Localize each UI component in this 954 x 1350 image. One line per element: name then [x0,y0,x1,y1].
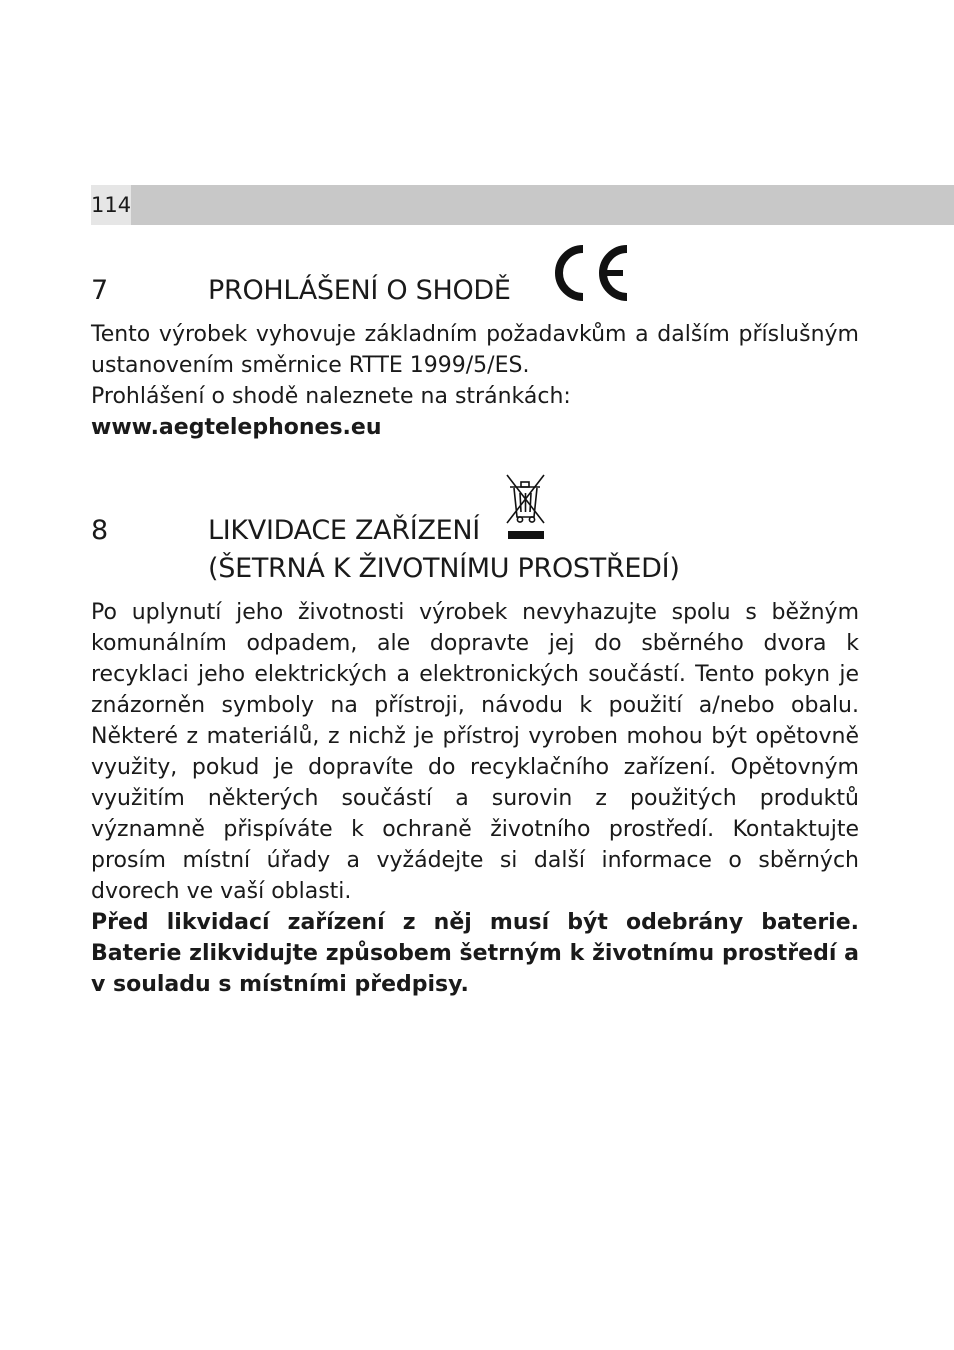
section-8-paragraph: Po uplynutí jeho životnosti výrobek nevyhazujte spolu s běžným komunálním odpadem, ale dopravte jej do sběrného dvora k recyklaci jeho elektrických a elektronických součástí. Tento pokyn je znázorněn symboly na přístroji, návodu k použití a/nebo obalu. Některé z materiálů, z nichž je přístroj vyroben mohou být opětovně využity, pokud je dopravíte do recyklačního zařízení. Opětovným využitím některých součástí a surovin z použitých produktů významně přispíváte k ochraně životního prostředí. Kontaktujte prosím místní úřady a vyžádejte si další informace o sběrných dvorech ve vaší oblasti. [91,600,859,904]
section-8-title: LIKVIDACE ZAŘÍZENÍ [208,515,480,546]
section-7-number: 7 [91,275,109,306]
section-8-subtitle: (ŠETRNÁ K ŽIVOTNÍMU PROSTŘEDÍ) [208,553,680,584]
page-number: 114 [91,185,131,225]
website-link[interactable]: www.aegtelephones.eu [91,415,382,440]
section-8-number: 8 [91,515,109,546]
section-8-heading [91,511,859,589]
weee-crossed-bin-icon [505,473,547,543]
section-7-source-text: Prohlášení o shodě naleznete na stránkách: [91,384,571,409]
ce-mark-icon [549,245,631,301]
section-8-battery-notice: Před likvidací zařízení z něj musí být odebrány baterie. Baterie zlikvidujte způsobem šetrným k životnímu prostředí a v souladu s místními předpisy. [91,910,859,997]
section-7 [91,271,859,443]
section-7-title: PROHLÁŠENÍ O SHODĚ [208,275,511,306]
section-7-heading [91,271,859,311]
header-bar [91,185,954,225]
section-7-paragraph: Tento výrobek vyhovuje základním požadavkům a dalším příslušným ustanovením směrnice RTTE 1999/5/ES. [91,322,859,378]
section-8 [91,511,859,1000]
